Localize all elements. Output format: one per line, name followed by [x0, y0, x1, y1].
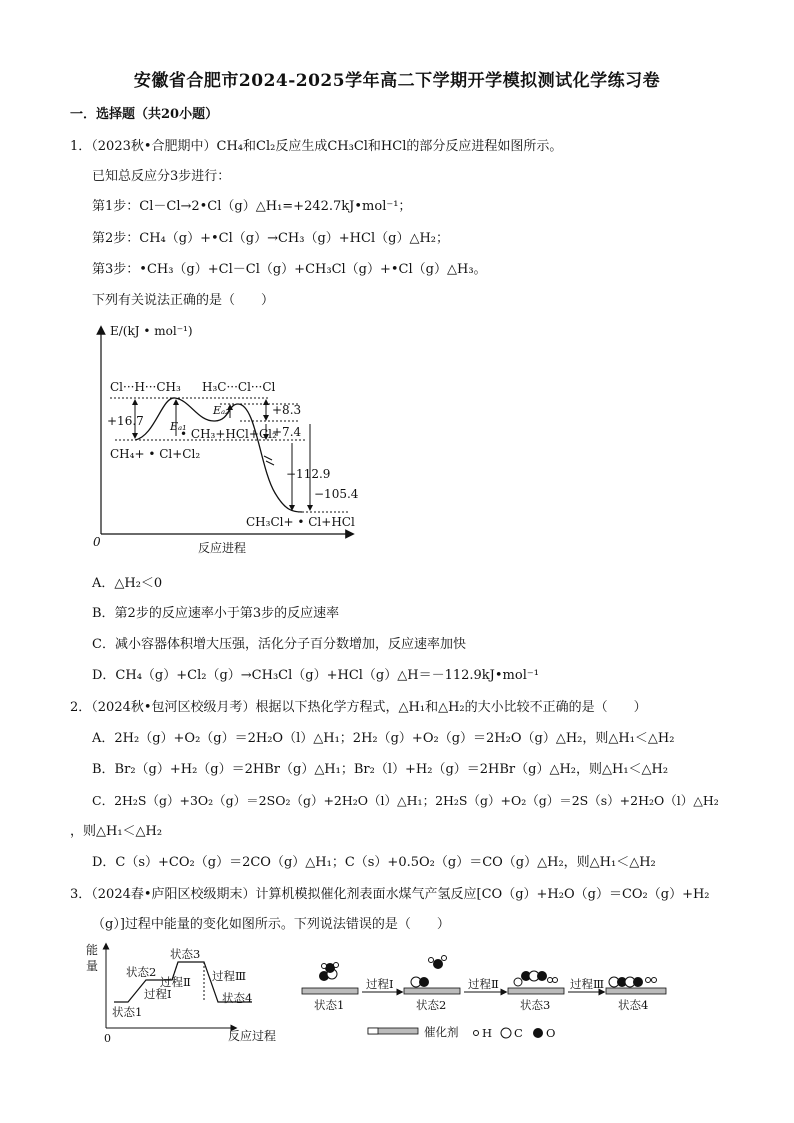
label-1054: −105.4 [314, 487, 359, 501]
q3-stem-cont: （g）]过程中能量的变化如图所示。下列说法错误的是（ ） [92, 917, 450, 932]
q1-step2: 第2步：CH₄（g）+•Cl（g）→CH₃（g）+HCl（g）△H₂； [92, 231, 449, 246]
q3-origin: 0 [104, 1032, 111, 1045]
q2-option-c: C．2H₂S（g）+3O₂（g）＝2SO₂（g）+2H₂O（l）△H₁；2H₂S（g）+O₂（g）＝2S（s）+2H₂O（l）△H₂ [92, 793, 719, 808]
origin-label: 0 [93, 535, 101, 549]
q2-stem: 2．（2024秋•包河区校级月考）根据以下热化学方程式，△H₁和△H₂的大小比较不正确的是（ ） [70, 700, 647, 715]
x-axis-label: 反应进程 [198, 541, 247, 555]
q3-energy-profile [84, 940, 294, 1048]
label-products: CH₃Cl+ • Cl+HCl [246, 515, 355, 529]
legend-h-marker [474, 1031, 479, 1036]
q3-state1: 状态1 [112, 1005, 143, 1019]
q1-energy-diagram [80, 318, 380, 558]
label-1129: −112.9 [286, 467, 331, 481]
catalyst-state4 [606, 988, 666, 994]
q3-ylabel-1: 能 [86, 943, 99, 957]
q1-option-d: D．CH₄（g）+Cl₂（g）→CH₃Cl（g）+HCl（g）△H＝－112.9kJ•mol⁻¹ [92, 668, 539, 683]
legend-o-marker [533, 1028, 543, 1038]
axis-break-2 [266, 461, 274, 465]
y-axis-label: E/(kJ • mol⁻¹) [110, 324, 193, 338]
q3-process3: 过程Ⅲ [212, 969, 247, 983]
label-83: +8.3 [272, 403, 302, 417]
q3-img-process1: 过程Ⅰ [366, 977, 394, 991]
q3-process2: 过程Ⅱ [160, 975, 191, 989]
label-intermediate: • CH₃+HCl+Cl₂ [180, 427, 277, 441]
legend-h-label: H [482, 1026, 493, 1040]
legend-c-label: C [514, 1026, 523, 1040]
label-ea2: Eₐ₂ [213, 404, 230, 417]
label-reactants: CH₄+ • Cl+Cl₂ [110, 447, 201, 461]
q3-state3: 状态3 [170, 947, 201, 961]
label-167: +16.7 [107, 414, 144, 428]
catalyst-state3 [508, 988, 564, 994]
page-title: 安徽省合肥市2024-2025学年高二下学期开学模拟测试化学练习卷 [133, 71, 661, 91]
q3-surface-states [298, 946, 678, 1050]
catalyst-state1 [302, 988, 358, 994]
q3-img-state2: 状态2 [416, 998, 447, 1012]
q3-state4: 状态4 [222, 991, 253, 1005]
q3-img-state1: 状态1 [314, 998, 345, 1012]
q1-option-a: A．△H₂＜0 [92, 576, 163, 591]
q3-img-process3: 过程Ⅲ [570, 977, 605, 991]
axis-break [264, 456, 272, 460]
q3-xlabel: 反应过程 [228, 1029, 277, 1043]
label-ea1: Eₐ₁ [170, 420, 187, 433]
q1-intro: 已知总反应分3步进行： [92, 169, 231, 184]
q2-option-c-cont: ，则△H₁＜△H₂ [70, 824, 163, 839]
label-ts1: Cl···H···CH₃ [110, 380, 181, 394]
q1-ask: 下列有关说法正确的是（ ） [92, 293, 275, 308]
label-ts2: H₃C···Cl···Cl [202, 380, 276, 394]
legend-c-marker [501, 1028, 511, 1038]
section-heading: 一．选择题（共20小题） [70, 107, 219, 122]
q1-option-b: B．第2步的反应速率小于第3步的反应速率 [92, 606, 340, 621]
q3-ylabel-2: 量 [86, 959, 99, 973]
q3-state2: 状态2 [126, 965, 157, 979]
q1-stem: 1．（2023秋•合肥期中）CH₄和Cl₂反应生成CH₃Cl和HCl的部分反应进程如图所示。 [70, 139, 563, 154]
legend-catalyst-label: 催化剂 [424, 1025, 459, 1039]
q1-option-c: C．减小容器体积增大压强，活化分子百分数增加，反应速率加快 [92, 637, 466, 652]
q1-step3: 第3步：•CH₃（g）+Cl－Cl（g）+CH₃Cl（g）+•Cl（g）△H₃。 [92, 262, 487, 277]
label-74: +7.4 [272, 425, 302, 439]
q3-stem: 3．（2024春•庐阳区校级期末）计算机模拟催化剂表面水煤气产氢反应[CO（g）+H₂O（g）＝CO₂（g）+H₂ [70, 887, 710, 902]
q3-img-process2: 过程Ⅱ [468, 977, 499, 991]
q3-img-state4: 状态4 [618, 998, 649, 1012]
q3-img-state3: 状态3 [520, 998, 551, 1012]
q2-option-d: D．C（s）+CO₂（g）＝2CO（g）△H₁；C（s）+0.5O₂（g）＝CO（g）△H₂，则△H₁＜△H₂ [92, 855, 656, 870]
q1-step1: 第1步：Cl－Cl→2•Cl（g）△H₁=+242.7kJ•mol⁻¹； [92, 199, 412, 214]
q3-process1: 过程Ⅰ [144, 987, 172, 1001]
q2-option-a: A．2H₂（g）+O₂（g）＝2H₂O（l）△H₁；2H₂（g）+O₂（g）＝2H₂O（g）△H₂，则△H₁＜△H₂ [92, 731, 675, 746]
catalyst-state2 [404, 988, 460, 994]
legend-o-label: O [546, 1026, 556, 1040]
q2-option-b: B．Br₂（g）+H₂（g）＝2HBr（g）△H₁；Br₂（l）+H₂（g）＝2HBr（g）△H₂，则△H₁＜△H₂ [92, 762, 669, 777]
